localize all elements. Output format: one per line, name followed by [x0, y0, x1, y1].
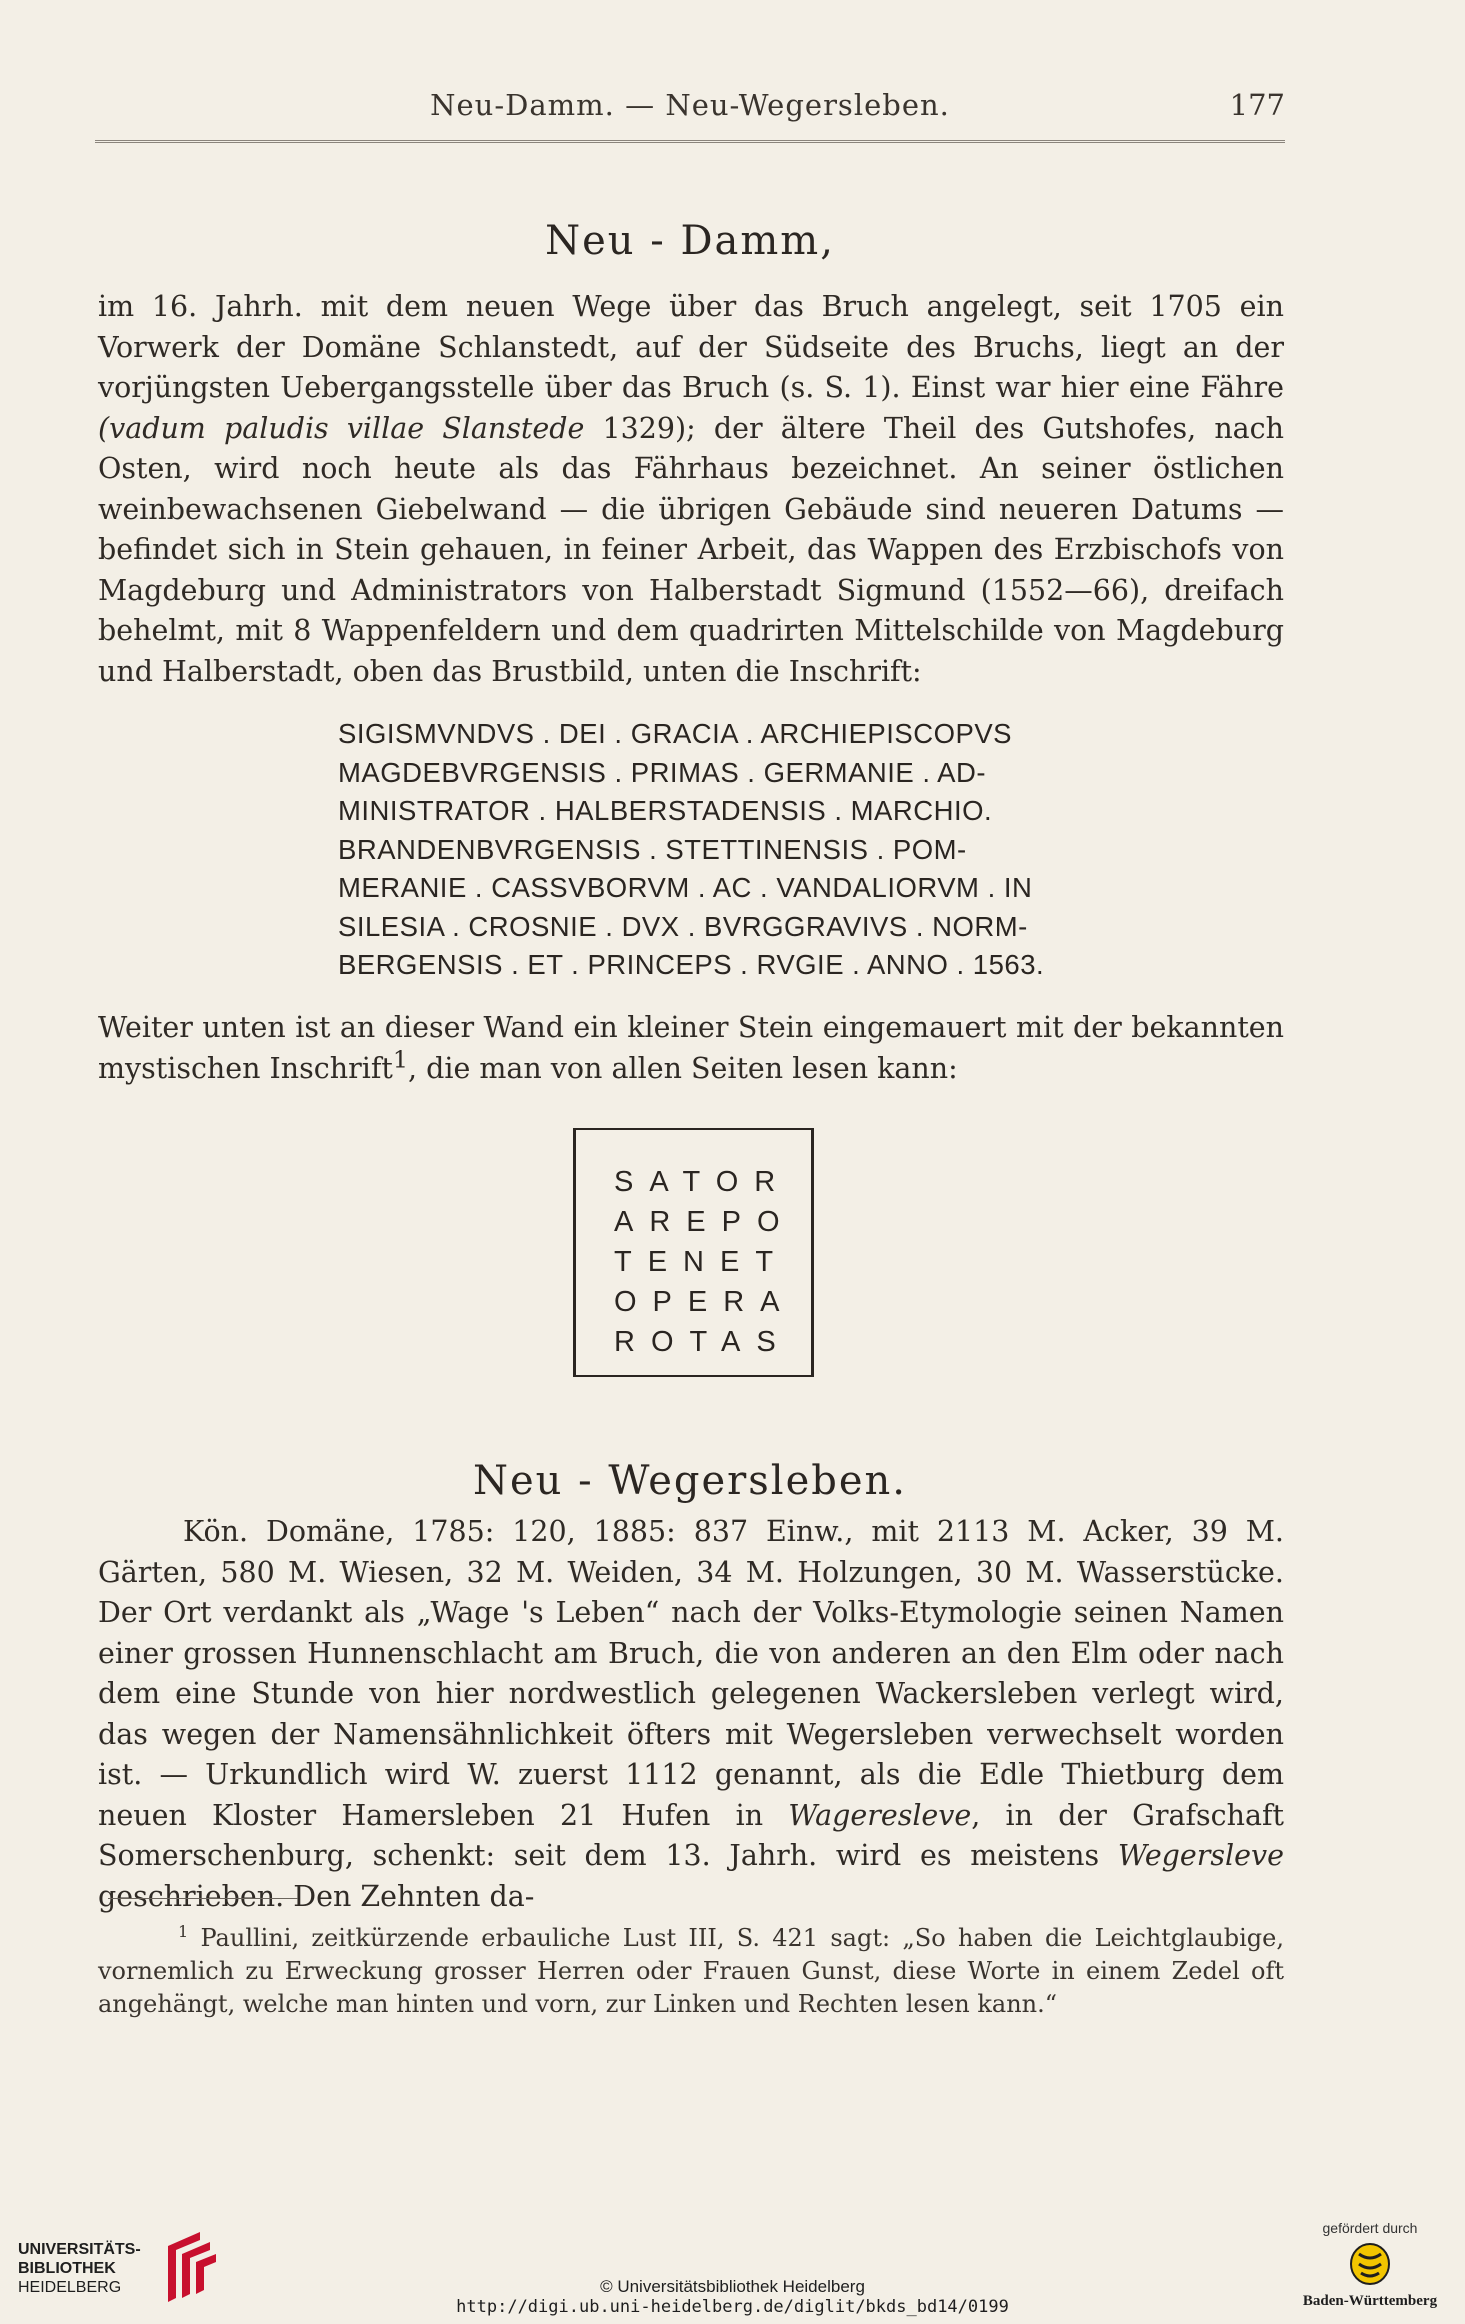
- section-title-neu-damm: Neu - Damm,: [545, 218, 835, 264]
- sator-row: OPERA: [614, 1286, 796, 1318]
- inscription-block: [338, 715, 1078, 985]
- running-title: Neu-Damm. — Neu-Wegersleben.: [430, 88, 950, 122]
- paragraph-italic-latin: (vadum paludis villae Slanstede: [98, 411, 585, 445]
- inscription-line: SILESIA . CROSNIE . DVX . BVRGGRAVIVS . NORM-: [338, 910, 1028, 942]
- paragraph-text: , die man von allen Seiten lesen kann:: [407, 1051, 958, 1085]
- footnote-ref: 1: [392, 1045, 408, 1073]
- paragraph-neu-wegersleben: [98, 1512, 1284, 1917]
- inscription-line: MERANIE . CASSVBORVM . AC . VANDALIORVM . IN: [338, 872, 1033, 903]
- header-rule: [95, 140, 1285, 143]
- footnote-text: Paullini, zeitkürzende erbauliche Lust III, S. 421 sagt: „So haben die Leichtglaubige, vornemlich zu Erweckung grosser Herren oder Frauen Gunst, diese Worte in einem Zedel oft angehängt, welche man hinten und vorn, zur Linken und Rechten lesen kann.“: [98, 1924, 1284, 2018]
- running-header: [95, 88, 1285, 128]
- paragraph-text: Weiter unten ist an dieser Wand ein kleiner Stein eingemauert mit der bekannten mystischen Inschrift: [98, 1011, 1284, 1085]
- library-logo[interactable]: [18, 2228, 228, 2308]
- library-mark-icon: [160, 2228, 220, 2308]
- sator-row: AREPO: [614, 1206, 796, 1238]
- paragraph-mystic-inscription: [98, 1008, 1284, 1089]
- inscription-line: MINISTRATOR . HALBERSTADENSIS . MARCHIO.: [338, 795, 993, 826]
- permalink[interactable]: http://digi.ub.uni-heidelberg.de/diglit/bkds_bd14/0199: [456, 2297, 1009, 2317]
- footnote-marker: 1: [178, 1922, 189, 1941]
- page-number: 177: [1229, 88, 1285, 122]
- sator-square-box: [573, 1128, 814, 1377]
- paragraph-text-c: geschrieben. Den Zehnten da-: [98, 1879, 535, 1913]
- inscription-line: SIGISMVNDVS . DEI . GRACIA . ARCHIEPISCOPVS: [338, 718, 1013, 749]
- region-name: Baden-Württemberg: [1302, 2293, 1438, 2309]
- copyright-notice: © Universitätsbibliothek Heidelberg: [600, 2277, 865, 2296]
- paragraph-text-b: , in der Grafschaft Somerschenburg, schenkt: seit dem 13. Jahrh. wird es meistens: [98, 1798, 1284, 1872]
- baden-wuerttemberg-crest-icon: [1349, 2242, 1391, 2286]
- sator-row: ROTAS: [614, 1326, 792, 1358]
- inscription-line: BERGENSIS . ET . PRINCEPS . RVGIE . ANNO . 1563.: [338, 949, 1045, 980]
- section-title-neu-wegersleben: Neu - Wegersleben.: [472, 1458, 908, 1504]
- paragraph-text-a: im 16. Jahrh. mit dem neuen Wege über das Bruch angelegt, seit 1705 ein Vorwerk der Domäne Schlanstedt, auf der Südseite des Bruchs, liegt an der vorjüngsten Uebergangsstelle über das Bruch (s. S. 1). Einst war hier eine Fähre: [98, 290, 1284, 404]
- footnote-rule: [108, 1898, 298, 1899]
- paragraph-italic-name: Wageresleve: [788, 1798, 972, 1832]
- library-name-line: HEIDELBERG: [18, 2279, 122, 2296]
- inscription-line: MAGDEBVRGENSIS . PRIMAS . GERMANIE . AD-: [338, 756, 987, 788]
- library-name-line: BIBLIOTHEK: [18, 2260, 116, 2277]
- paragraph-neu-damm: [98, 287, 1284, 692]
- sator-row: SATOR: [614, 1166, 792, 1198]
- library-name-line: UNIVERSITÄTS-: [18, 2241, 141, 2258]
- paragraph-text-a: Kön. Domäne, 1785: 120, 1885: 837 Einw., mit 2113 M. Acker, 39 M. Gärten, 580 M. Wiesen, 32 M. Weiden, 34 M. Holzungen, 30 M. Wasserstücke. Der Ort verdankt als „Wage 's Leben“ nach der Volks-Etymologie seinen Namen einer grossen Hunnenschlacht am Bruch, die von anderen an den Elm oder nach dem eine Stunde von hier nordwestlich gelegenen Wackersleben verlegt wird, das wegen der Namensähnlichkeit öfters mit Wegersleben verwechselt worden ist. — Urkundlich wird W. zuerst 1112 genannt, als die Edle Thietburg dem neuen Kloster Hamersleben 21 Hufen in: [98, 1515, 1284, 1832]
- sponsor-badge[interactable]: [1290, 2220, 1450, 2320]
- sponsor-label: gefördert durch: [1322, 2220, 1418, 2236]
- paragraph-text-b: 1329); der ältere Theil des Gutshofes, nach Osten, wird noch heute als das Fährhaus bezeichnet. An seiner östlichen weinbewachsenen Giebelwand — die übrigen Gebäude sind neueren Datums — befindet sich in Stein gehauen, in feiner Arbeit, das Wappen des Erzbischofs von Magdeburg und Administrators von Halberstadt Sigmund (1552—66), dreifach behelmt, mit 8 Wappenfeldern und dem quadrirten Mittelschilde von Magdeburg und Halberstadt, oben das Brustbild, unten die Inschrift:: [98, 411, 1284, 688]
- paragraph-italic-name: Wegersleve: [1117, 1839, 1284, 1872]
- sator-row: TENET: [614, 1246, 790, 1278]
- inscription-line: BRANDENBVRGENSIS . STETTINENSIS . POM-: [338, 833, 967, 865]
- sator-square: [614, 1162, 796, 1362]
- footnote: [98, 1922, 1284, 2021]
